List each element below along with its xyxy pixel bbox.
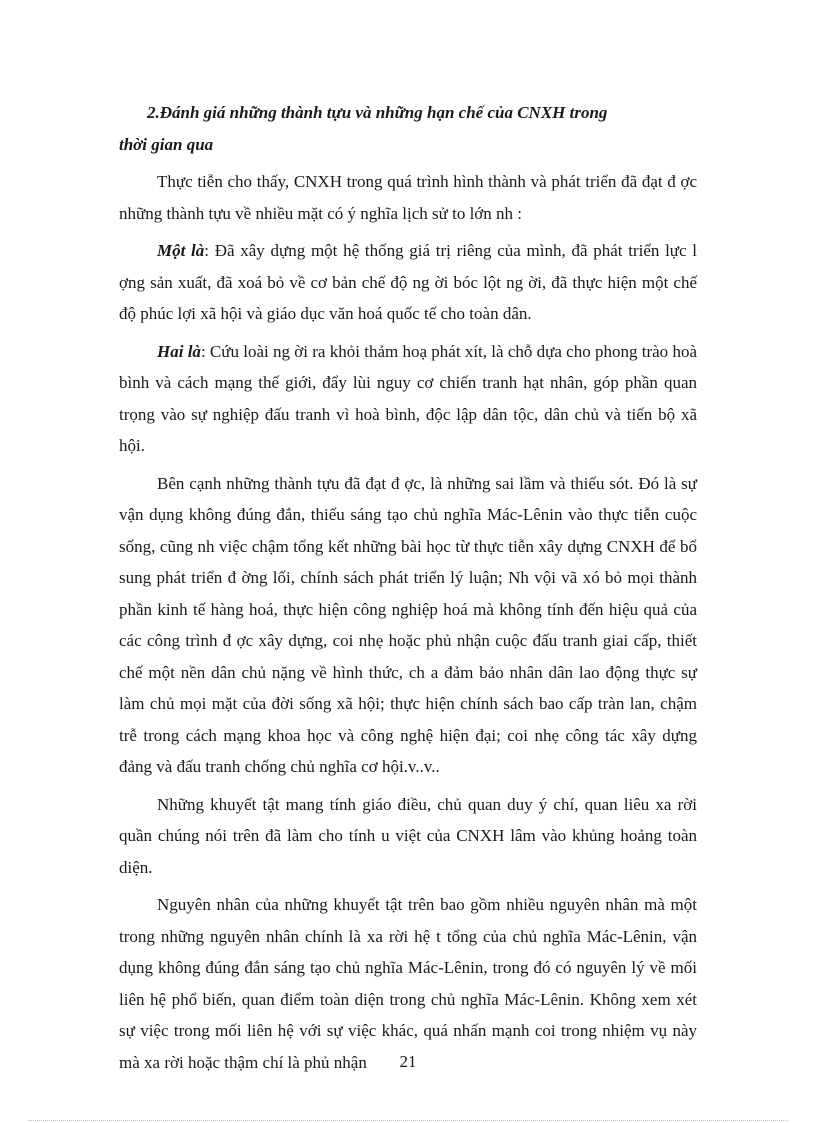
paragraph-lead: Một là	[157, 241, 205, 260]
paragraph-text: Bên cạnh những thành tựu đã đạt đ ợc, là những sai lầm và thiếu sót. Đó là sự vận dụng không đúng đắn, thiếu sáng tạo chủ nghĩa Mác-Lênin vào thực tiễn cuộc sống, cũng nh việc chậm tổng kết những bài học từ thực tiễn xây dựng CNXH để bổ sung phát triển đ ờng lối, chính sách phát triển lý luận; Nh vội vã xó bỏ mọi thành phần kinh tế hàng hoá, thực hiện công nghiệp hoá mà không tính đến hiệu quả của các công trình đ ợc xây dựng, coi nhẹ hoặc phủ nhận cuộc đấu tranh giai cấp, thiết chế một nền dân chủ nặng về hình thức, ch a đảm bảo nhân dân lao động thực sự làm chủ mọi mặt của đời sống xã hội; thực hiện chính sách bao cấp tràn lan, chậm trễ trong cách mạng khoa học và công nghệ hiện đại; coi nhẹ công tác xây dựng đảng và đấu tranh chống chủ nghĩa cơ hội.v..v..	[119, 473, 697, 776]
paragraph-defects	[119, 789, 697, 884]
paragraph-intro	[119, 166, 697, 229]
paragraph-hai-la	[119, 336, 697, 462]
paragraph-text: : Cứu loài ng ời ra khỏi thảm hoạ phát xít, là chỗ dựa cho phong trào hoà bình và cách mạng thế giới, đẩy lùi nguy cơ chiến tranh hạt nhân, góp phần quan trọng vào sự nghiệp đấu tranh vì hoà bình, độc lập dân tộc, dân chủ và tiến bộ xã hội.	[119, 341, 697, 455]
page-bottom-divider	[28, 1120, 788, 1121]
section-heading	[119, 97, 697, 160]
paragraph-text: : Đã xây dựng một hệ thống giá trị riêng của mình, đã phát triển lực l ợng sản xuất, đã xoá bỏ về cơ bản chế độ ng ời bóc lột ng ời, đã thực hiện một chế độ phúc lợi xã hội và giáo dục văn hoá quốc tế cho toàn dân.	[119, 241, 697, 323]
paragraph-mot-la	[119, 235, 697, 330]
paragraph-text: Những khuyết tật mang tính giáo điều, chủ quan duy ý chí, quan liêu xa rời quần chúng nói trên đã làm cho tính u việt của CNXH lâm vào khủng hoảng toàn diện.	[119, 794, 697, 877]
paragraph-text: Thực tiễn cho thấy, CNXH trong quá trình hình thành và phát triển đã đạt đ ợc những thành tựu về nhiều mặt có ý nghĩa lịch sử to lớn nh :	[119, 172, 697, 223]
paragraph-causes	[119, 889, 697, 1078]
page-number: 21	[399, 1052, 417, 1071]
paragraph-text: Nguyên nhân của những khuyết tật trên bao gồm nhiều nguyên nhân mà một trong những nguyên nhân chính là xa rời hệ t tổng của chủ nghĩa Mác-Lênin, vận dụng không đúng đắn sáng tạo chủ nghĩa Mác-Lênin, trong đó có nguyên lý về mối liên hệ phổ biến, quan điểm toàn diện trong chủ nghĩa Mác-Lênin. Không xem xét sự việc trong mối liên hệ với sự việc khác, quá nhấn mạnh coi trong nhiệm vụ này mà xa rời hoặc thậm chí là phủ nhận	[119, 895, 697, 1072]
section-heading-line-2: thời gian qua	[119, 134, 214, 154]
paragraph-lead: Hai là	[157, 341, 201, 361]
paragraph-shortcomings	[119, 468, 697, 783]
section-heading-line-1: 2.Đánh giá những thành tựu và những hạn chế của CNXH trong	[147, 103, 608, 122]
page-content	[119, 97, 697, 1078]
